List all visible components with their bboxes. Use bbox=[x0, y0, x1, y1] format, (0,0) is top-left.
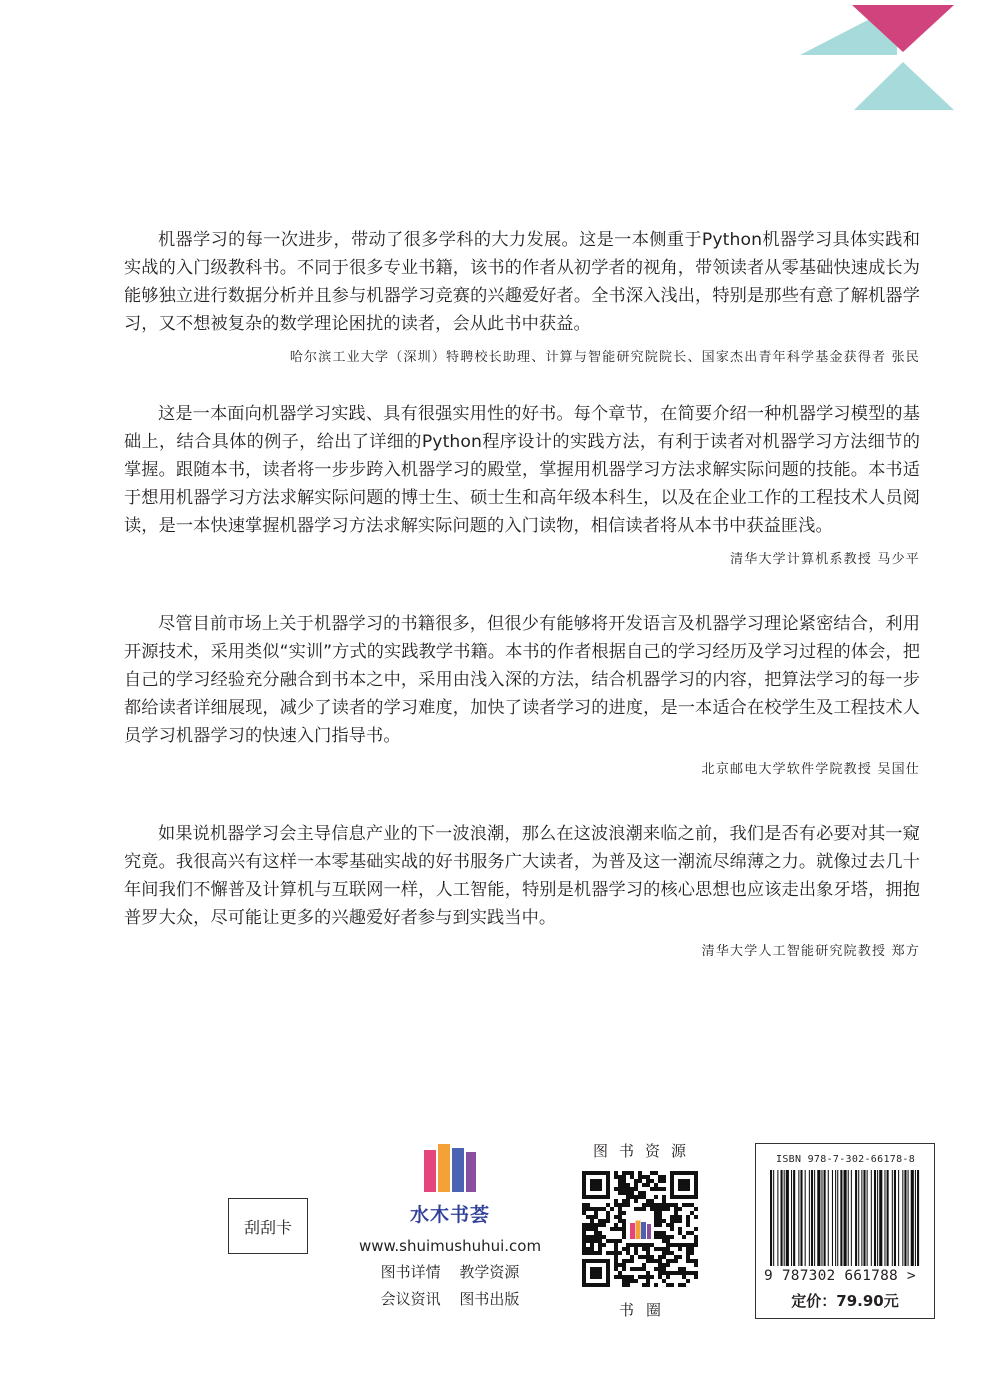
review-author: 哈尔滨工业大学（深圳）特聘校长助理、计算与智能研究院院长、国家杰出青年科学基金获得者 张民 bbox=[289, 350, 920, 365]
publisher-block bbox=[350, 1140, 550, 1313]
teal-triangle-bottom bbox=[854, 62, 954, 110]
link-book-publishing[interactable]: 图书出版 bbox=[459, 1290, 520, 1308]
scratch-card-box[interactable]: 刮刮卡 bbox=[228, 1198, 308, 1254]
isbn-text: ISBN 978-7-302-66178-8 bbox=[776, 1154, 916, 1165]
review-author: 清华大学计算机系教授 马少平 bbox=[730, 552, 920, 567]
barcode-digits: 9 787302 661788 > bbox=[764, 1268, 916, 1284]
review-2 bbox=[124, 400, 920, 567]
review-author: 北京邮电大学软件学院教授 吴国仕 bbox=[701, 762, 920, 777]
link-conference-news[interactable]: 会议资讯 bbox=[380, 1290, 441, 1308]
publisher-url[interactable]: www.shuimushuhui.com bbox=[358, 1237, 542, 1255]
review-text: 机器学习的每一次进步，带动了很多学科的大力发展。这是一本侧重于Python机器学习具体实践和实战的入门级教科书。不同于很多专业书籍，该书的作者从初学者的视角，带领读者从零基础快速成长为能够独立进行数据分析并且参与机器学习竞赛的兴趣爱好者。全书深入浅出，特别是那些有意了解机器学习，又不想被复杂的数学理论困扰的读者，会从此书中获益。 bbox=[124, 230, 920, 334]
review-author: 清华大学人工智能研究院教授 郑方 bbox=[701, 944, 920, 959]
qr-title: 图书资源 bbox=[592, 1142, 697, 1160]
publisher-name: 水木书荟 bbox=[409, 1204, 490, 1226]
review-1 bbox=[124, 226, 920, 365]
review-3 bbox=[124, 610, 920, 777]
price-label: 定价：79.90元 bbox=[791, 1292, 899, 1310]
review-text: 这是一本面向机器学习实践、具有很强实用性的好书。每个章节，在简要介绍一种机器学习模型的基础上，结合具体的例子，给出了详细的Python程序设计的实践方法，有利于读者对机器学习方法细节的掌握。跟随本书，读者将一步步跨入机器学习的殿堂，掌握用机器学习方法求解实际问题的技能。本书适于想用机器学习方法求解实际问题的博士生、硕士生和高年级本科生，以及在企业工作的工程技术人员阅读，是一本快速掌握机器学习方法求解实际问题的入门读物，相信读者将从本书中获益匪浅。 bbox=[124, 404, 920, 536]
review-text: 如果说机器学习会主导信息产业的下一波浪潮，那么在这波浪潮来临之前，我们是否有必要对其一窥究竟。我很高兴有这样一本零基础实战的好书服务广大读者，为普及这一潮流尽绵薄之力。就像过去几十年间我们不懈普及计算机与互联网一样，人工智能，特别是机器学习的核心思想也应该走出象牙塔，拥抱普罗大众，尽可能让更多的兴趣爱好者参与到实践当中。 bbox=[124, 824, 920, 928]
review-text: 尽管目前市场上关于机器学习的书籍很多，但很少有能够将开发语言及机器学习理论紧密结合，利用开源技术，采用类似“实训”方式的实践教学书籍。本书的作者根据自己的学习经历及学习过程的体会，把自己的学习经验充分融合到书本之中，采用由浅入深的方法，结合机器学习的内容，把算法学习的每一步都给读者详细展现，减少了读者的学习难度，加快了读者学习的进度，是一本适合在校学生及工程技术人员学习机器学习的快速入门指导书。 bbox=[124, 614, 920, 746]
link-book-details[interactable]: 图书详情 bbox=[380, 1263, 441, 1281]
qr-code-icon[interactable] bbox=[582, 1171, 698, 1287]
publisher-links bbox=[350, 1259, 550, 1313]
isbn-barcode-box bbox=[755, 1143, 935, 1319]
corner-triangles-decoration bbox=[0, 0, 1000, 120]
qr-caption: 书圈 bbox=[618, 1301, 673, 1319]
publisher-logo-icon bbox=[418, 1140, 482, 1198]
barcode-icon bbox=[766, 1170, 924, 1266]
review-4 bbox=[124, 820, 920, 959]
qr-block bbox=[575, 1140, 705, 1320]
link-teaching-resources[interactable]: 教学资源 bbox=[459, 1263, 520, 1281]
